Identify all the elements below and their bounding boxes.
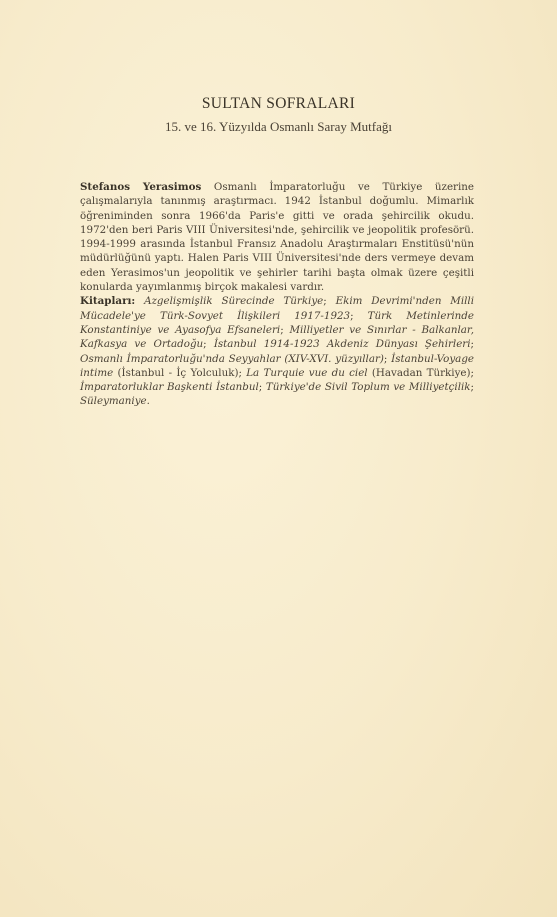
book-title-11: Süleymaniye xyxy=(80,395,147,408)
book-title-9: İmparatorluklar Başkenti İstanbul xyxy=(80,381,259,394)
book-subtitle: 15. ve 16. Yüzyılda Osmanlı Saray Mutfağı xyxy=(165,119,392,134)
book-sep-6: ; xyxy=(383,352,392,365)
books-paragraph xyxy=(80,294,474,408)
book-title-3: Türk Metinlerinde Konstantiniye ve Ayasofya Efsaneleri xyxy=(80,309,474,336)
book-sep-1: ; xyxy=(323,295,336,308)
author-bio-text: Osmanlı İmparatorluğu ve Türkiye üzerine çalışmalarıyla tanınmış araştırmacı. 1942 İstanbul doğumlu. Mimarlık öğreniminden sonra 1966'da Paris'e gitti ve orada şehircilik okudu. 1972'den beri Paris VIII Üniversitesi'nde, şehircilik ve jeopolitik profesörü. 1994-1999 arasında İstanbul Fransız Anadolu Araştırmaları Enstitüsü'nün müdürlüğünü yaptı. Halen Paris VIII Üniversitesi'nde ders vermeye devam eden Yerasimos'un jeopolitik ve şehirler tarihi başta olmak üzere çeşitli konularda yayımlanmış birçok makalesi vardır. xyxy=(80,181,474,294)
book-sep-5: ; xyxy=(470,338,474,351)
author-bio-section xyxy=(80,180,474,409)
book-sep-7: (İstanbul - İç Yolculuk); xyxy=(113,366,247,379)
books-label: Kitapları: xyxy=(80,295,136,308)
book-title-1: Azgelişmişlik Sürecinde Türkiye xyxy=(144,295,324,308)
book-title: SULTAN SOFRALARI xyxy=(201,95,356,112)
book-title-6: Osmanlı İmparatorluğu'nda Seyyahlar (XIV-XVI. yüzyıllar) xyxy=(80,352,384,365)
author-bio-paragraph xyxy=(80,180,474,294)
book-title-5: İstanbul 1914-1923 Akdeniz Dünyası Şehirleri xyxy=(213,338,471,351)
author-name: Stefanos Yerasimos xyxy=(80,181,202,193)
book-sep-11: . xyxy=(146,395,150,408)
book-sep-2: ; xyxy=(350,309,368,322)
book-sep-8: (Havadan Türkiye); xyxy=(367,366,474,379)
book-sep-9: ; xyxy=(258,381,266,394)
book-sep-4: ; xyxy=(203,338,214,351)
book-sep-3: ; xyxy=(280,323,290,336)
book-title-7: İstanbul-Voyage intime xyxy=(80,352,475,379)
book-sep-10: ; xyxy=(470,381,474,394)
book-title-4: Milliyetler ve Sınırlar - Balkanlar, Kafkasya ve Ortadoğu xyxy=(80,323,474,351)
book-title-10: Türkiye'de Sivil Toplum ve Milliyetçilik xyxy=(265,381,471,394)
book-title-2: Ekim Devrimi'nden Milli Mücadele'ye Türk-Sovyet İlişkileri 1917-1923 xyxy=(80,295,474,322)
book-title-8: La Turquie vue du ciel xyxy=(246,366,368,379)
